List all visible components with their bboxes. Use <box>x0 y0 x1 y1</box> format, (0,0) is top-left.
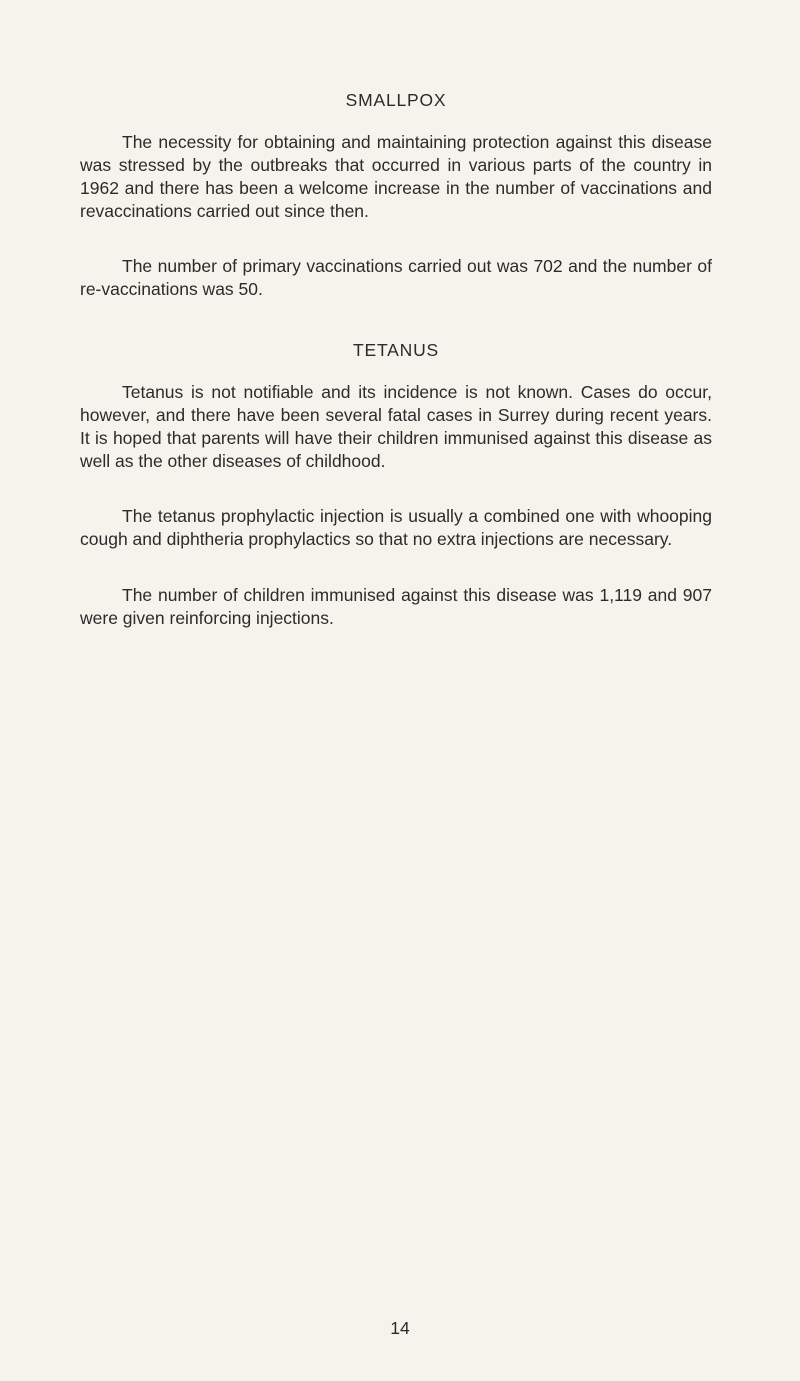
smallpox-paragraph-1: The necessity for obtaining and maintaining protection against this disease was stressed by the outbreaks that occurred in various parts of the country in 1962 and there has been a welcome increase in the number of vaccinations and revaccinations carried out since then. <box>80 132 712 221</box>
tetanus-paragraph-2: The tetanus prophylactic injection is usually a combined one with whooping cough and diphtheria prophylactics so that no extra injections are necessary. <box>80 506 712 549</box>
tetanus-paragraph-1: Tetanus is not notifiable and its incidence is not known. Cases do occur, however, and there have been several fatal cases in Surrey during recent years. It is hoped that parents will have their children immunised against this disease as well as the other diseases of childhood. <box>80 382 712 471</box>
smallpox-heading: SMALLPOX <box>345 90 447 110</box>
smallpox-paragraph-2: The number of primary vaccinations carried out was 702 and the number of re-vaccinations was 50. <box>80 256 712 299</box>
tetanus-paragraph-3: The number of children immunised against this disease was 1,119 and 907 were given reinforcing injections. <box>80 585 712 628</box>
tetanus-heading: TETANUS <box>353 340 439 360</box>
page-number: 14 <box>390 1318 410 1338</box>
